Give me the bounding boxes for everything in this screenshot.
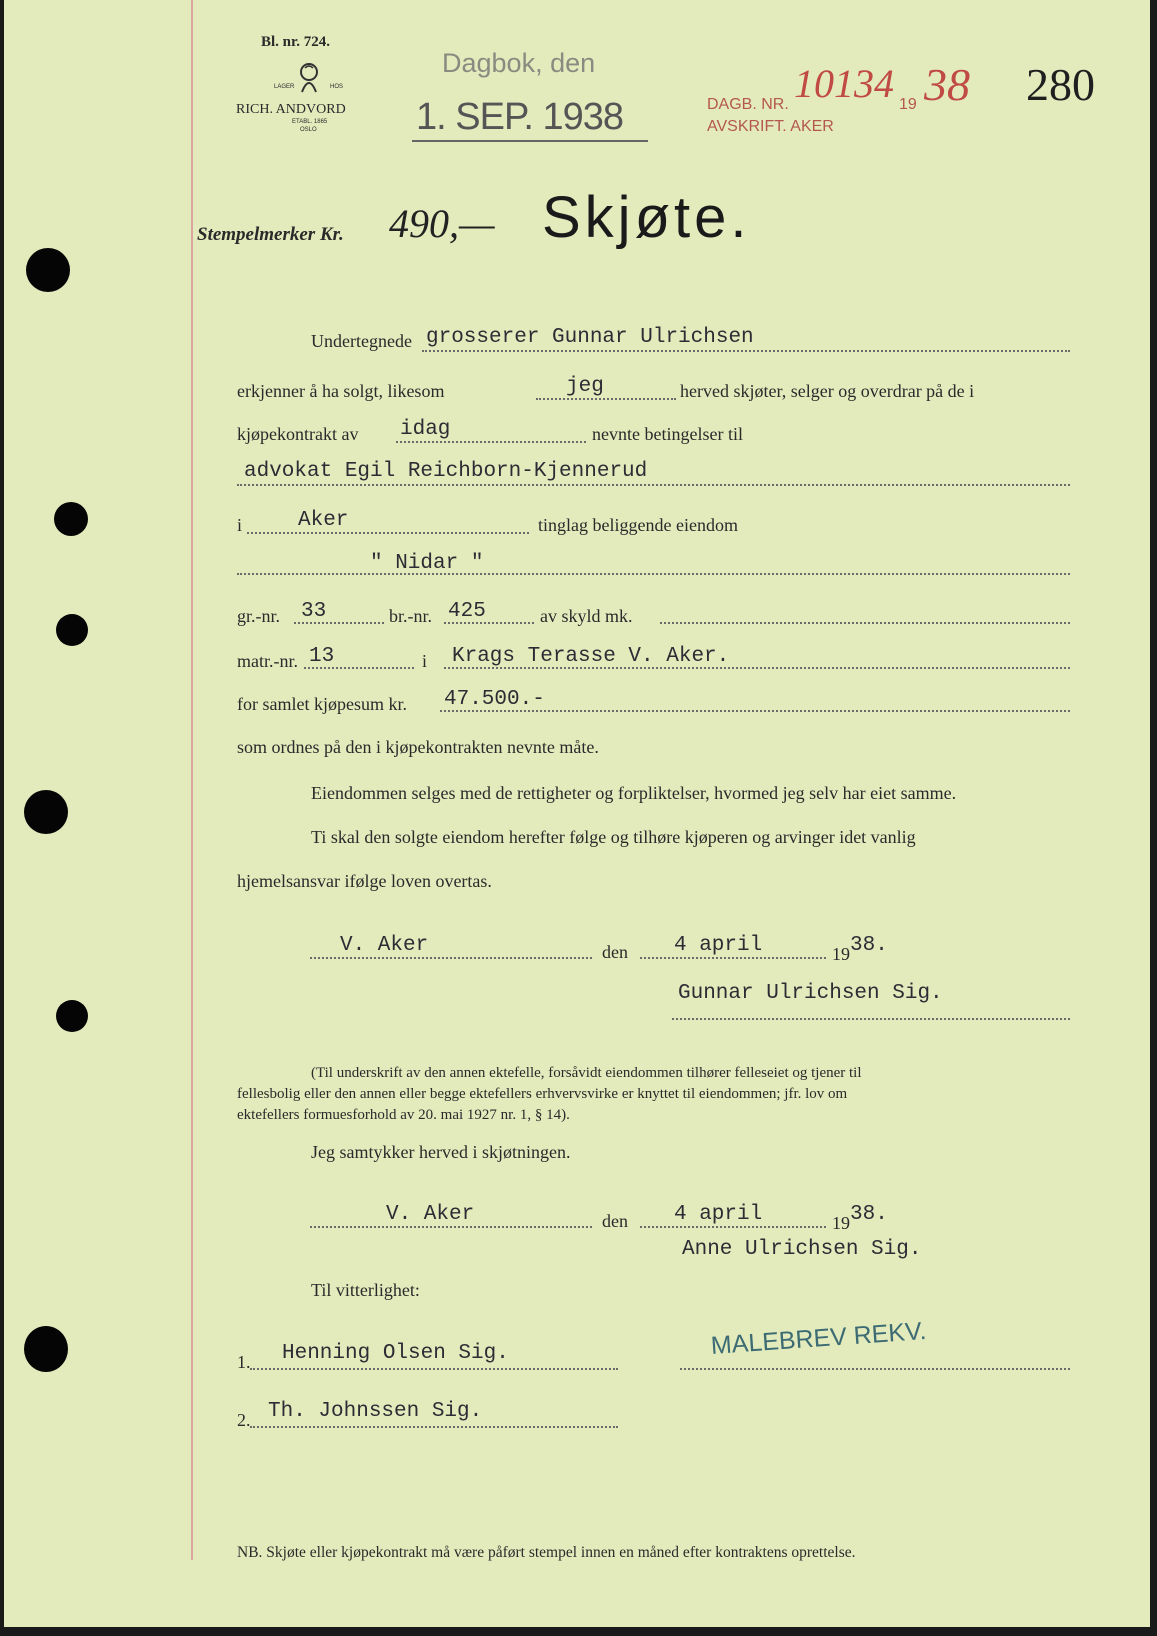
margin-line — [191, 0, 193, 1560]
i-label: i — [237, 515, 243, 535]
sig2-year-prefix: 19 — [832, 1213, 850, 1233]
matrnr-label: matr.-nr. — [237, 651, 298, 671]
logo-est: ETABL. 1865 — [292, 119, 328, 125]
note-line2: fellesbolig eller den annen eller begge ektefellers erhvervsvirke er knyttet til eiendommen; jfr. lov om — [237, 1086, 848, 1102]
paragraph-folge-line2: hjemelsansvar ifølge loven overtas. — [237, 871, 492, 891]
logo-hos: HOS — [330, 84, 344, 90]
stempelmerker-amount: 490,— — [389, 201, 495, 246]
grnr-label: gr.-nr. — [237, 606, 280, 626]
tinglag-name: Aker — [298, 509, 349, 532]
tinglag-suffix: tinglag beliggende eiendom — [538, 515, 738, 535]
buyer-name: advokat Egil Reichborn-Kjennerud — [244, 460, 648, 483]
sig2-den: den — [602, 1211, 628, 1231]
sig1-year-prefix: 19 — [832, 944, 850, 964]
sig2-place: V. Aker — [386, 1203, 475, 1226]
brnr-label: br.-nr. — [389, 606, 432, 626]
dagbok-stamp-underline — [412, 140, 648, 142]
sig1-den: den — [602, 942, 628, 962]
malebrev-stamp: MALEBREV REKV. — [710, 1316, 928, 1360]
punch-hole — [56, 614, 88, 646]
note-line3: ektefellers formuesforhold av 20. mai 1927 nr. 1, § 14). — [237, 1107, 570, 1123]
location: Krags Terasse V. Aker. — [452, 645, 730, 668]
document-page — [4, 0, 1150, 1627]
form-number: Bl. nr. 724. — [261, 34, 331, 50]
skyld-label: av skyld mk. — [540, 606, 633, 626]
sum-value: 47.500.- — [444, 688, 545, 711]
matr-i-label: i — [422, 651, 428, 671]
matrnr-value: 13 — [309, 645, 335, 668]
logo-emblem-icon — [296, 62, 322, 94]
footer-nb: NB. Skjøte eller kjøpekontrakt må være påført stempel innen en måned efter kontraktens oprettelse. — [237, 1544, 856, 1561]
punch-hole — [24, 790, 68, 834]
paragraph-rettigheter: Eiendommen selges med de rettigheter og forpliktelser, hvormed jeg selv har eiet samme. — [311, 783, 957, 803]
logo-name: RICH. ANDVORD — [236, 102, 346, 117]
stempelmerker-label: Stempelmerker Kr. — [197, 224, 344, 245]
sig1-place: V. Aker — [340, 934, 429, 957]
witnesses-label: Til vitterlighet: — [311, 1280, 420, 1300]
punch-hole — [56, 1000, 88, 1032]
sig1-signer: Gunnar Ulrichsen Sig. — [678, 982, 943, 1005]
betingelser-text: nevnte betingelser til — [592, 424, 743, 444]
document-title: Skjøte. — [542, 185, 751, 250]
punch-hole — [24, 1326, 68, 1372]
paragraph-folge-line1: Ti skal den solgte eiendom herefter følge og tilhøre kjøperen og arvinger idet vanlig — [311, 827, 916, 847]
sig2-year: 38. — [850, 1203, 888, 1226]
seller-name: grosserer Gunnar Ulrichsen — [426, 326, 754, 349]
journal-label: DAGB. NR. — [707, 96, 789, 113]
avskrift-stamp: AVSKRIFT. AKER — [707, 118, 834, 135]
sum-label: for samlet kjøpesum kr. — [237, 694, 407, 714]
punch-hole — [54, 502, 88, 536]
grnr-value: 33 — [301, 600, 327, 623]
witness1-name: Henning Olsen Sig. — [282, 1342, 509, 1365]
logo-lager: LAGER — [274, 84, 295, 90]
brnr-value: 425 — [448, 600, 486, 623]
sig1-date: 4 april — [674, 934, 763, 957]
journal-number: 10134 — [794, 61, 894, 106]
sig2-date: 4 april — [674, 1203, 763, 1226]
kontrakt-label: kjøpekontrakt av — [237, 424, 359, 444]
witness1-number: 1. — [237, 1352, 251, 1372]
ordnes-text: som ordnes på den i kjøpekontrakten nevnte måte. — [237, 737, 599, 757]
seller-pronoun: jeg — [566, 375, 604, 398]
witness2-name: Th. Johnssen Sig. — [268, 1400, 483, 1423]
kontrakt-date: idag — [400, 418, 451, 441]
witness2-number: 2. — [237, 1410, 251, 1430]
property-name: " Nidar " — [370, 552, 484, 575]
sig2-signer: Anne Ulrichsen Sig. — [682, 1238, 922, 1261]
note-line1: (Til underskrift av den annen ektefelle, forsåvidt eiendommen tilhører felleseiet og tjener til — [311, 1065, 862, 1081]
erkjenner-text: erkjenner å ha solgt, likesom — [237, 381, 445, 401]
herved-text: herved skjøter, selger og overdrar på de i — [680, 381, 975, 401]
sig1-year: 38. — [850, 934, 888, 957]
dagbok-stamp-label: Dagbok, den — [442, 48, 596, 78]
undertegnede-label: Undertegnede — [311, 331, 412, 351]
consent-text: Jeg samtykker herved i skjøtningen. — [311, 1142, 571, 1162]
logo-city: OSLO — [300, 127, 317, 133]
journal-year-prefix: 19 — [899, 96, 917, 113]
dagbok-stamp-date: 1. SEP. 1938 — [416, 96, 624, 138]
journal-year: 38 — [924, 59, 970, 110]
page-number: 280 — [1026, 59, 1095, 110]
publisher-logo — [234, 62, 384, 140]
punch-hole — [26, 248, 70, 292]
